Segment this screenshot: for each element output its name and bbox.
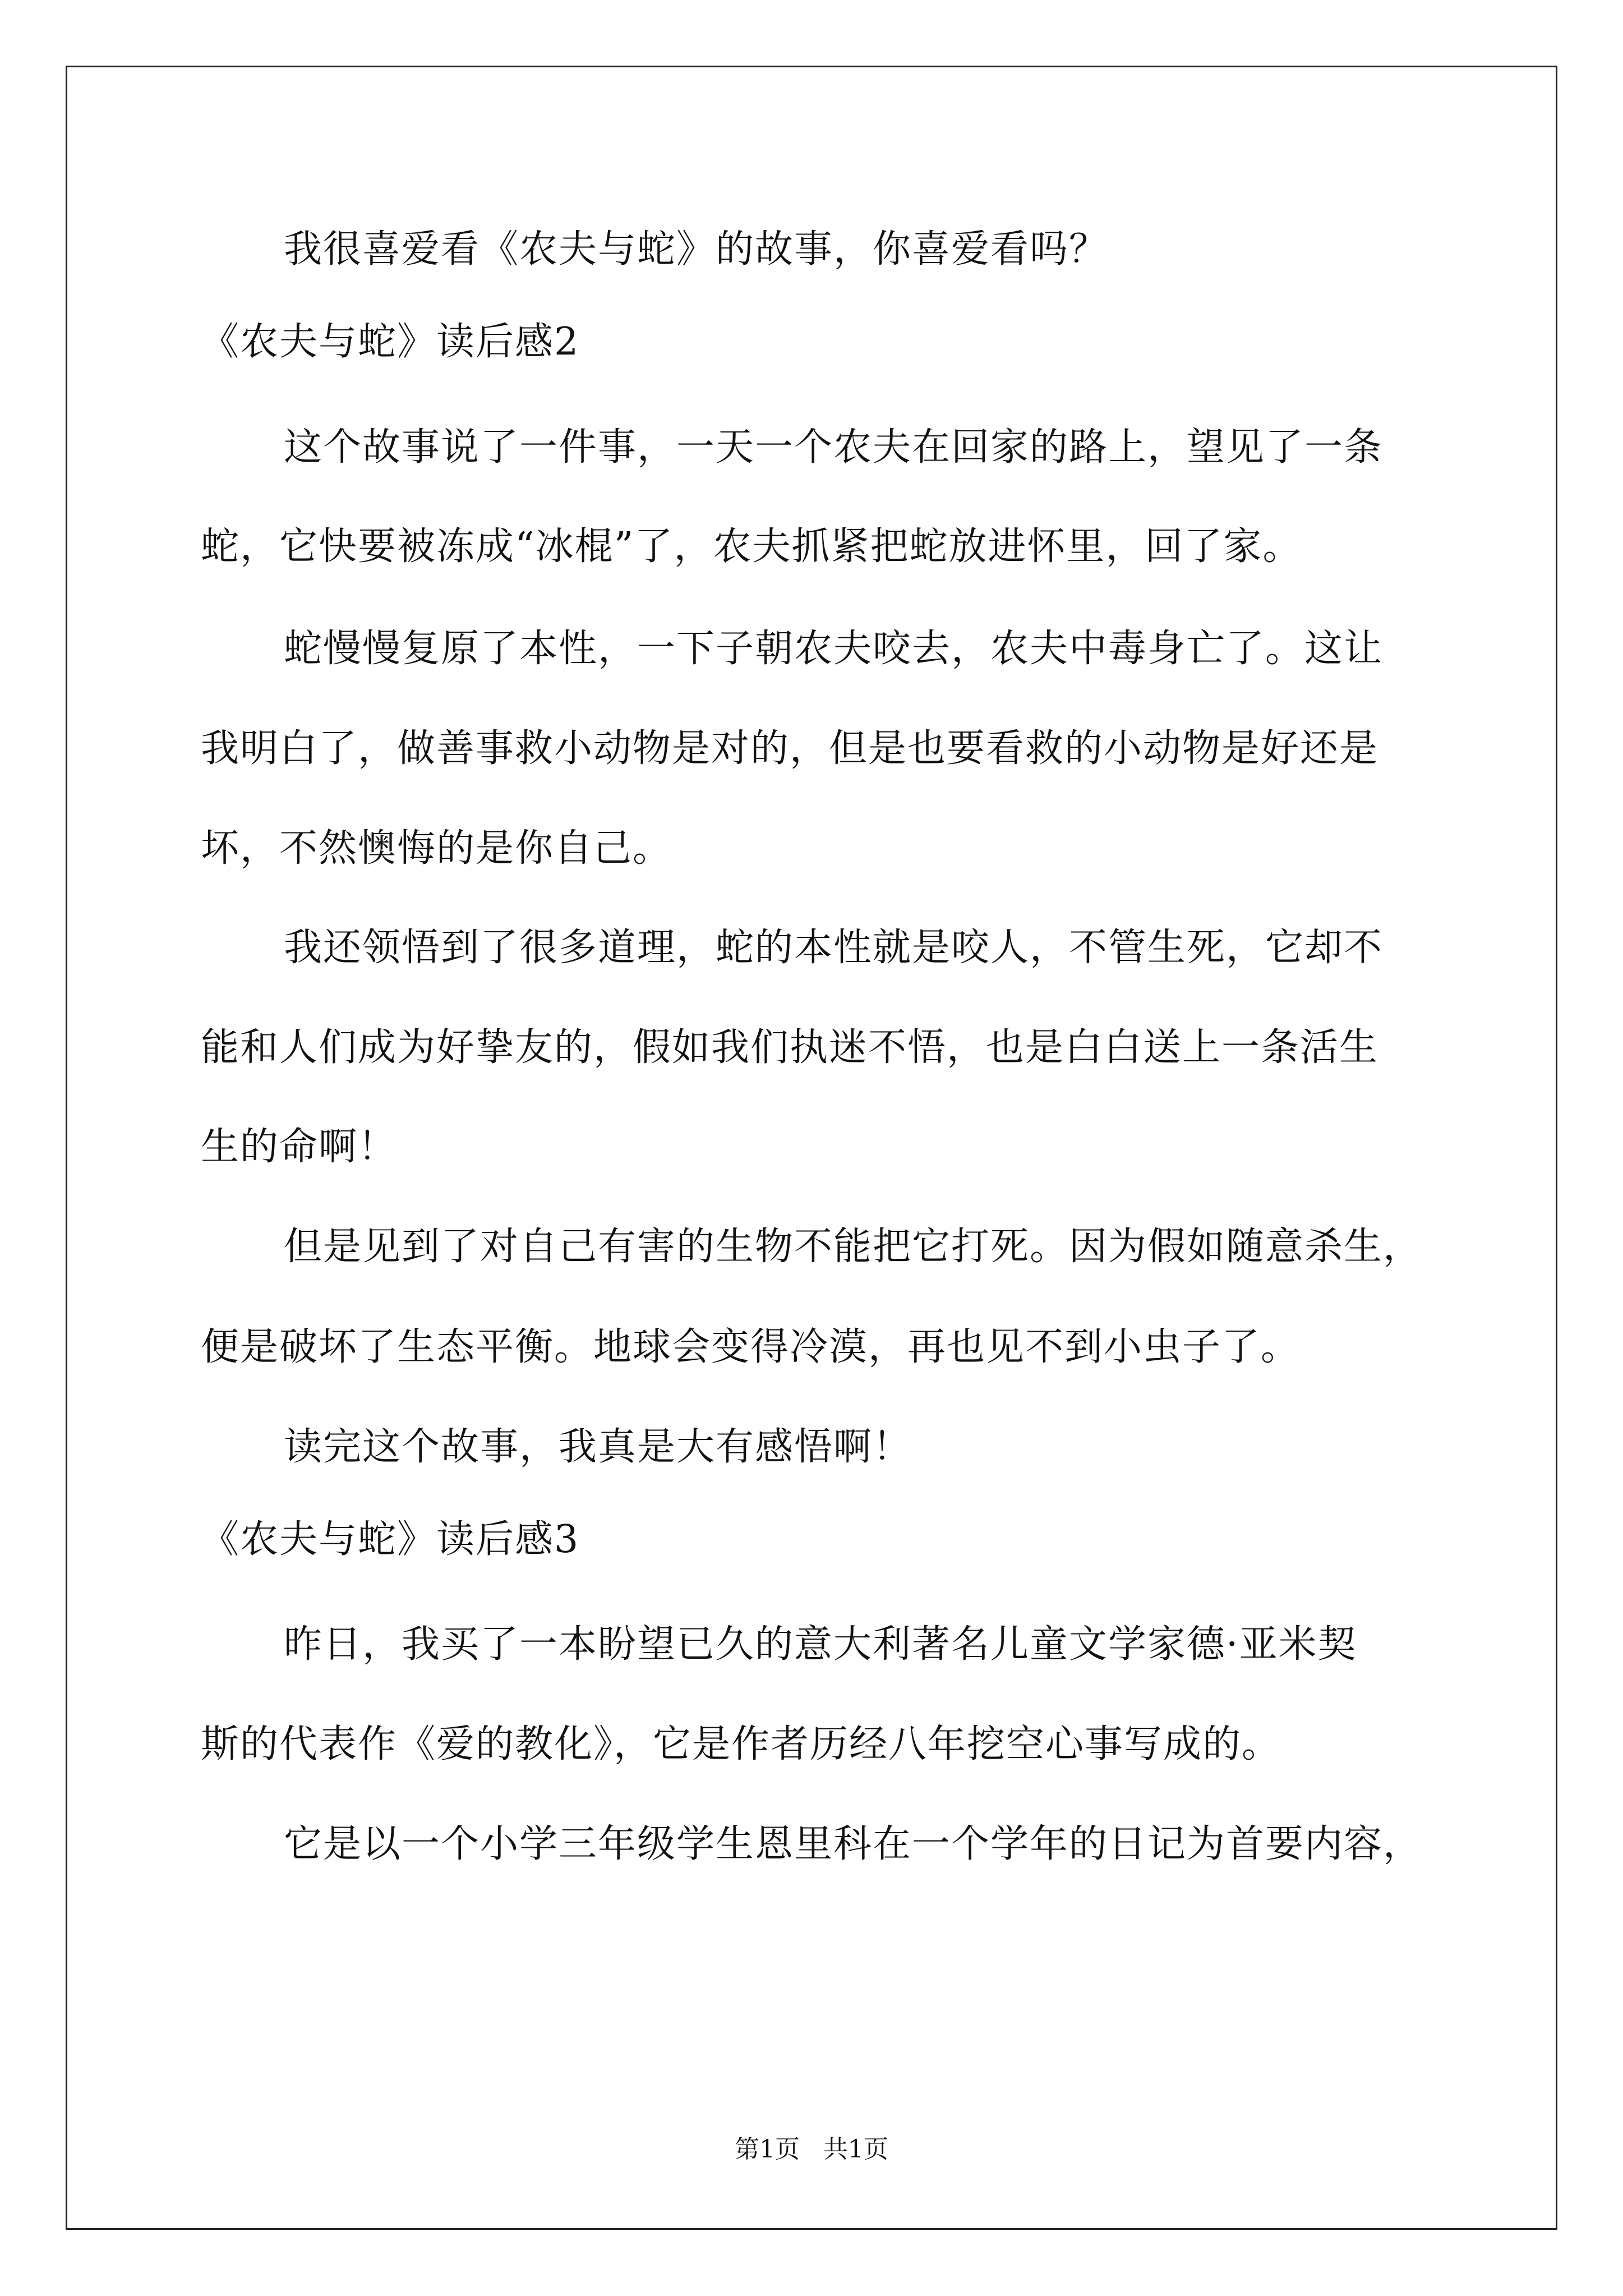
section-heading: 《农夫与蛇》读后感3 — [201, 1517, 580, 1562]
paragraph-line: 它是以一个小学三年级学生恩里科在一个学年的日记为首要内容， — [284, 1822, 1423, 1866]
paragraph-line: 能和人们成为好挚友的，假如我们执迷不悟，也是白白送上一条活生 — [201, 1025, 1379, 1070]
paragraph-line: 我明白了，做善事救小动物是对的，但是也要看救的小动物是好还是 — [201, 726, 1379, 771]
paragraph-line: 这个故事说了一件事，一天一个农夫在回家的路上，望见了一条 — [284, 425, 1384, 470]
paragraph-line: 但是见到了对自己有害的生物不能把它打死。因为假如随意杀生， — [284, 1225, 1423, 1269]
paragraph-line: 便是破坏了生态平衡。地球会变得冷漠，再也见不到小虫子了。 — [201, 1325, 1301, 1369]
paragraph-line: 昨日，我买了一本盼望已久的意大利著名儿童文学家德·亚米契 — [284, 1622, 1357, 1667]
paragraph-line: 蛇慢慢复原了本性，一下子朝农夫咬去，农夫中毒身亡了。这让 — [284, 627, 1384, 671]
paragraph-line: 生的命啊！ — [201, 1125, 398, 1169]
page-number-footer: 第1页 共1页 — [735, 2135, 888, 2164]
paragraph-line: 读完这个故事，我真是大有感悟啊！ — [284, 1425, 912, 1469]
paragraph-line: 我很喜爱看《农夫与蛇》的故事，你喜爱看吗？ — [284, 227, 1109, 272]
section-heading: 《农夫与蛇》读后感2 — [201, 320, 580, 364]
paragraph-line: 蛇，它快要被冻成“冰棍”了，农夫抓紧把蛇放进怀里，回了家。 — [201, 524, 1302, 569]
paragraph-line: 斯的代表作《爱的教化》，它是作者历经八年挖空心事写成的。 — [201, 1722, 1281, 1766]
paragraph-line: 坏，不然懊悔的是你自己。 — [201, 826, 672, 871]
paragraph-line: 我还领悟到了很多道理，蛇的本性就是咬人，不管生死，它却不 — [284, 926, 1384, 970]
